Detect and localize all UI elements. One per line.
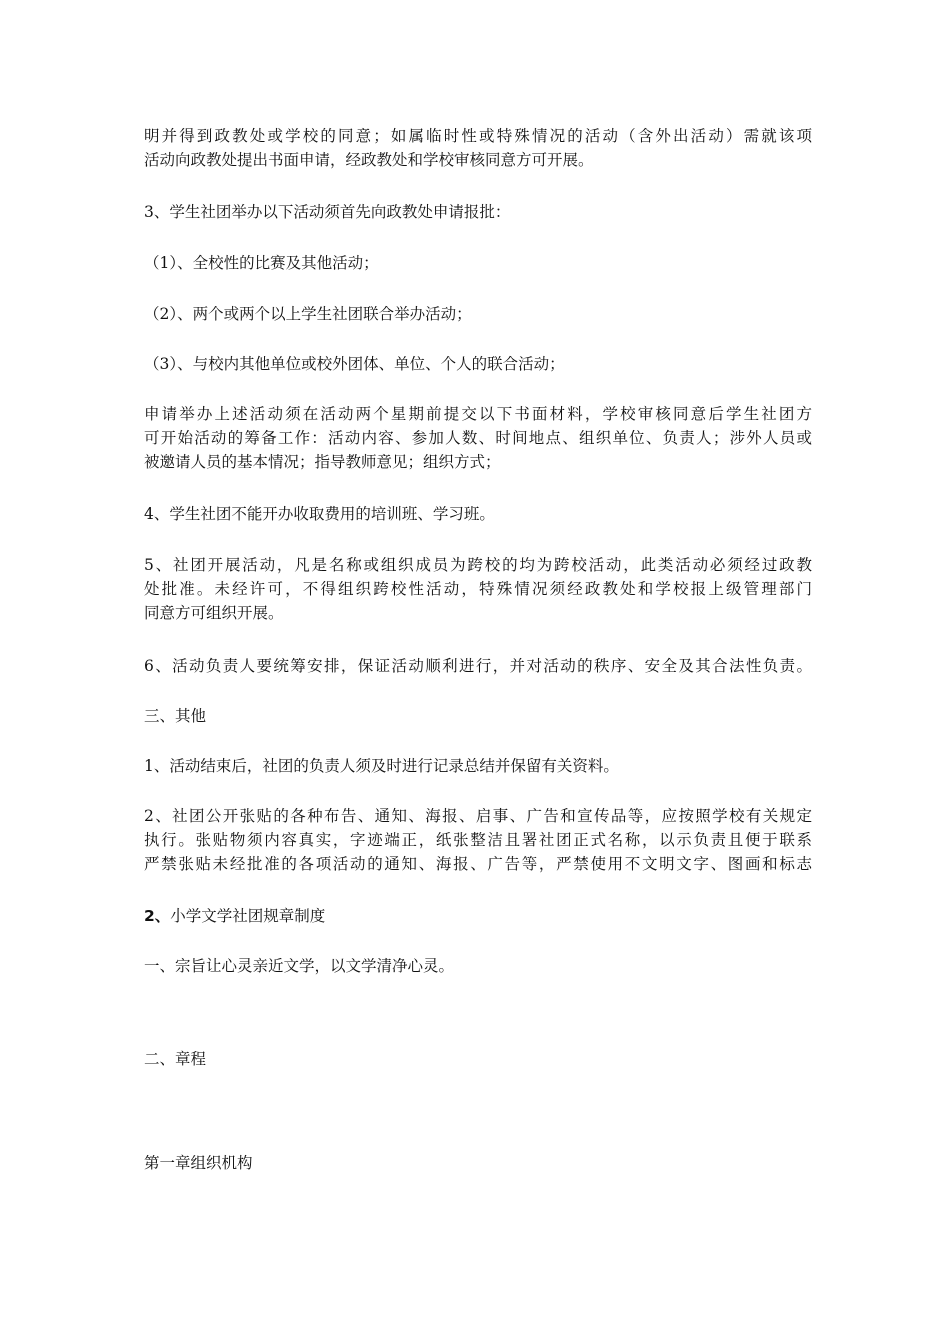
- text-line: 可开始活动的筹备工作：活动内容、参加人数、时间地点、组织单位、负责人；涉外人员或: [144, 429, 812, 447]
- text-line: 二、章程: [144, 1050, 207, 1068]
- section-heading-other: [144, 704, 812, 728]
- sub-item-1: [144, 251, 812, 275]
- text-line: 活动向政教处提出书面申请，经政教处和学校审核同意方可开展。: [144, 151, 594, 169]
- text-line: 4、学生社团不能开办收取费用的培训班、学习班。: [144, 505, 495, 523]
- text-line: 第一章组织机构: [144, 1154, 253, 1172]
- text-line: （2）、两个或两个以上学生社团联合举办活动；: [144, 305, 472, 323]
- text-line: 被邀请人员的基本情况；指导教师意见；组织方式；: [144, 453, 501, 471]
- other-item-2: [144, 804, 812, 876]
- paragraph-item-3: [144, 200, 812, 224]
- sub-item-3: [144, 352, 812, 376]
- sub-item-2: [144, 302, 812, 326]
- text-line: 1、活动结束后，社团的负责人须及时进行记录总结并保留有关资料。: [144, 757, 619, 775]
- paragraph-item-4: [144, 502, 812, 526]
- paragraph-continuation: [144, 124, 812, 172]
- text-line: 严禁张贴未经批准的各项活动的通知、海报、广告等，严禁使用不文明文字、图画和标志: [144, 855, 812, 873]
- text-line: 处批准。未经许可，不得组织跨校性活动，特殊情况须经政教处和学校报上级管理部门: [144, 580, 812, 598]
- title-line: [144, 904, 812, 928]
- text-line: （3）、与校内其他单位或校外团体、单位、个人的联合活动；: [144, 355, 565, 373]
- text-line: 2、社团公开张贴的各种布告、通知、海报、启事、广告和宣传品等，应按照学校有关规定: [144, 807, 812, 825]
- other-item-1: [144, 754, 812, 778]
- document-page: [144, 0, 812, 1344]
- text-line: 明并得到政教处或学校的同意；如属临时性或特殊情况的活动（含外出活动）需就该项: [144, 127, 812, 145]
- text-line: 同意方可组织开展。: [144, 604, 284, 622]
- text-line: 3、学生社团举办以下活动须首先向政教处申请报批：: [144, 203, 511, 221]
- text-line: 5、社团开展活动，凡是名称或组织成员为跨校的均为跨校活动，此类活动必须经过政教: [144, 556, 812, 574]
- text-line: 执行。张贴物须内容真实，字迹端正，纸张整洁且署社团正式名称，以示负责且便于联系: [144, 831, 812, 849]
- charter-heading: [144, 1047, 812, 1071]
- document-section-title: [144, 904, 812, 928]
- paragraph-item-5: [144, 553, 812, 625]
- title-text: 小学文学社团规章制度: [170, 907, 326, 925]
- paragraph-item-6: [144, 654, 812, 678]
- chapter-heading: [144, 1151, 812, 1175]
- title-number: 2、: [144, 907, 171, 925]
- section-heading: 三、其他: [144, 707, 207, 725]
- text-line: 6、活动负责人要统筹安排，保证活动顺利进行，并对活动的秩序、安全及其合法性负责。: [144, 657, 812, 675]
- text-line: （1）、全校性的比赛及其他活动；: [144, 254, 379, 272]
- text-line: 申请举办上述活动须在活动两个星期前提交以下书面材料，学校审核同意后学生社团方: [144, 405, 812, 423]
- text-line: 一、宗旨让心灵亲近文学，以文学清净心灵。: [144, 957, 455, 975]
- paragraph-application: [144, 402, 812, 474]
- purpose-heading: [144, 954, 812, 978]
